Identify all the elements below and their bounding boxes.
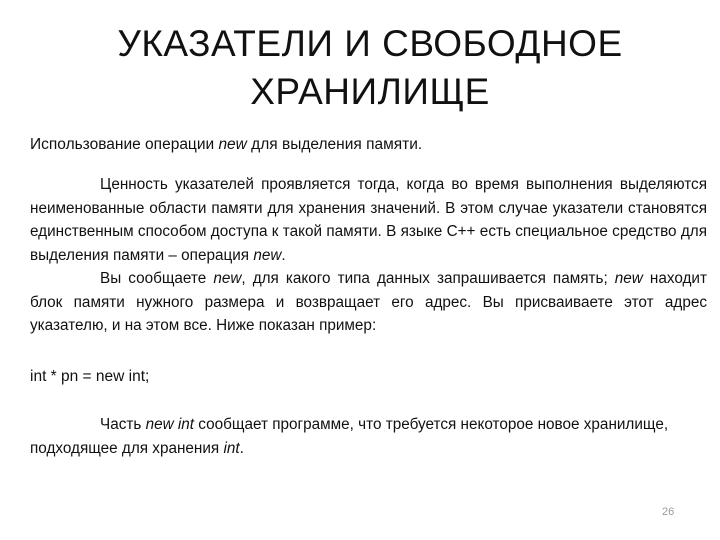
paragraph-3-text-start: Часть <box>100 416 146 433</box>
paragraph-3-keyword-int: int <box>223 439 240 457</box>
code-example: int * pn = new int; <box>30 368 150 385</box>
paragraph-3 <box>30 413 707 460</box>
paragraph-1 <box>30 173 707 267</box>
paragraph-2-keyword-new-2: new <box>614 270 643 287</box>
slide-title <box>90 20 650 116</box>
paragraph-3-keyword-new-int: new int <box>145 416 195 433</box>
paragraph-2 <box>30 267 707 338</box>
paragraph-2-text-end: находит блок памяти нужного размера и возвращает его адрес. Вы присваиваете этот адрес указателю, и на этом все. Ниже показан пример: <box>30 270 707 334</box>
slide-title-line-1: УКАЗАТЕЛИ И СВОБОДНОЕ <box>117 23 623 64</box>
slide-subtitle <box>30 135 690 155</box>
page-number: 26 <box>662 506 675 518</box>
paragraph-2-text-start: Вы сообщаете <box>100 270 214 287</box>
slide-title-line-2: ХРАНИЛИЩЕ <box>250 71 490 112</box>
subtitle-keyword-new: new <box>218 136 247 153</box>
paragraph-2-text-mid: , для какого типа данных запрашивается память; <box>241 270 615 287</box>
paragraph-2-keyword-new-1: new <box>213 270 242 287</box>
paragraph-1-keyword-new: new <box>253 246 282 264</box>
subtitle-text-start: Использование операции <box>30 136 219 153</box>
paragraph-3-end: . <box>239 439 244 457</box>
paragraph-1-end: . <box>281 246 286 264</box>
slide-body <box>30 173 707 338</box>
subtitle-text-end: для выделения памяти. <box>246 136 423 153</box>
paragraph-1-text: Ценность указателей проявляется тогда, когда во время выполнения выделяются неименованные области памяти для хранения значений. В этом случае указатели становятся единственным способом доступа к такой памяти. В языке С++ есть специальное средство для выделения памяти – операция <box>30 176 707 264</box>
paragraph-3-text-mid: сообщает программе, что требуется некоторое новое хранилище, подходящее для хранения <box>30 416 669 457</box>
